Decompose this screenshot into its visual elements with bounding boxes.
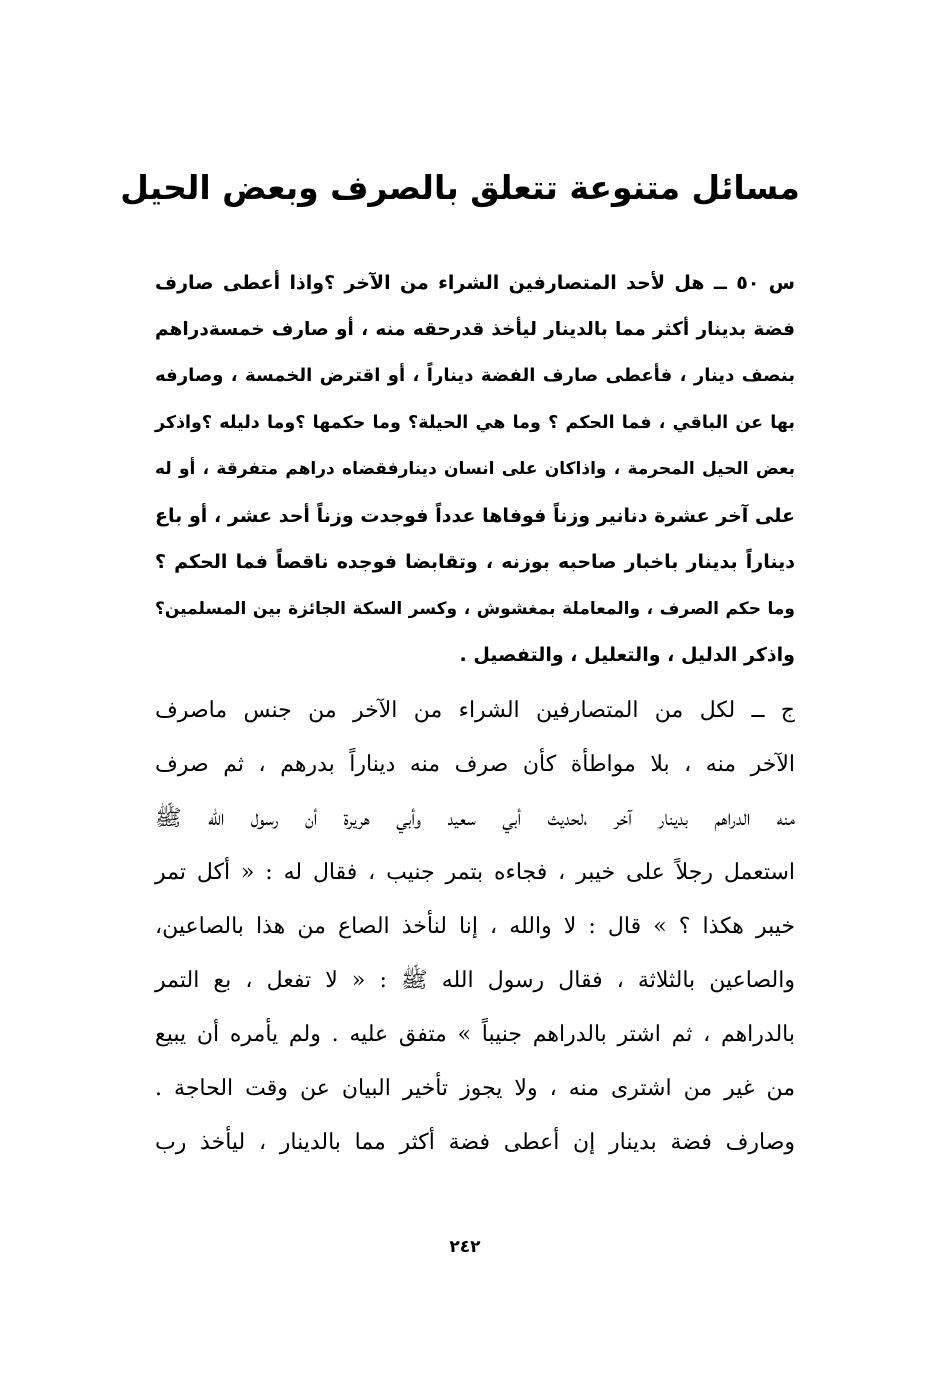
answer-paragraph bbox=[155, 684, 795, 1170]
question-line: بنصف دينار ، فأعطى صارف الفضة ديناراً ، أو اقترض الخمسة ، وصارفه bbox=[155, 365, 795, 386]
answer-line: استعمل رجلاً على خيبر ، فجاءه بتمر جنيب ، فقال له : « أكل تمر bbox=[155, 860, 795, 885]
question-line: على آخر عشرة دنانير وزناً فوفاها عدداً فوجدت وزناً أحد عشر ، أو باع bbox=[155, 504, 795, 527]
answer-line: وصارف فضة بدينار إن أعطى فضة أكثر مما بالدينار ، ليأخذ رب bbox=[155, 1130, 796, 1155]
question-line: بعض الحيل المحرمة ، واذاكان على انسان دينارفقضاه دراهم متفرقة ، أو له bbox=[155, 459, 795, 479]
answer-line: منه الدراهم بدينار آخر ،لحديث أبي سعيد وأبي هريرة أن رسول الله ﷺ bbox=[155, 806, 795, 831]
answer-line: من غير من اشترى منه ، ولا يجوز تأخير البيان عن وقت الحاجة . bbox=[155, 1076, 795, 1101]
question-line: وما حكم الصرف ، والمعاملة بمغشوش ، وكسر السكة الجائزة بين المسلمين؟ bbox=[155, 598, 795, 619]
question-line: بها عن الباقي ، فما الحكم ؟ وما هي الحيلة؟ وما حكمها ؟وما دليله ؟واذكر bbox=[155, 412, 795, 433]
question-paragraph bbox=[155, 260, 795, 679]
answer-line: الآخر منه ، بلا مواطأة كأن صرف منه ديناراً بدرهم ، ثم صرف bbox=[155, 752, 795, 777]
page-number: ٢٤٢ bbox=[449, 1237, 481, 1257]
question-line: س ٥٠ ــ هل لأحد المتصارفين الشراء من الآخر ؟واذا أعطى صارف bbox=[155, 272, 795, 294]
question-line: واذكر الدليل ، والتعليل ، والتفصيل . bbox=[459, 644, 795, 666]
answer-line: والصاعين بالثلاثة ، فقال رسول الله ﷺ : « لا تفعل ، بع التمر bbox=[155, 968, 795, 993]
answer-line: ج ــ لكل من المتصارفين الشراء من الآخر من جنس ماصرف bbox=[155, 698, 795, 723]
answer-line: خيبر هكذا ؟ » قال : لا والله ، إنا لنأخذ الصاع من هذا بالصاعين، bbox=[155, 914, 795, 939]
question-line: ديناراً بدينار باخبار صاحبه بوزنه ، وتقابضا فوجده ناقصاً فما الحكم ؟ bbox=[155, 551, 795, 573]
question-line: فضة بدينار أكثر مما بالدينار ليأخذ قدرحقه منه ، أو صارف خمسةدراهم bbox=[155, 318, 795, 340]
answer-line: بالدراهم ، ثم اشتر بالدراهم جنيباً » متفق عليه . ولم يأمره أن يبيع bbox=[155, 1022, 795, 1047]
page-title: مسائل متنوعة تتعلق بالصرف وبعض الحيل bbox=[120, 168, 800, 207]
